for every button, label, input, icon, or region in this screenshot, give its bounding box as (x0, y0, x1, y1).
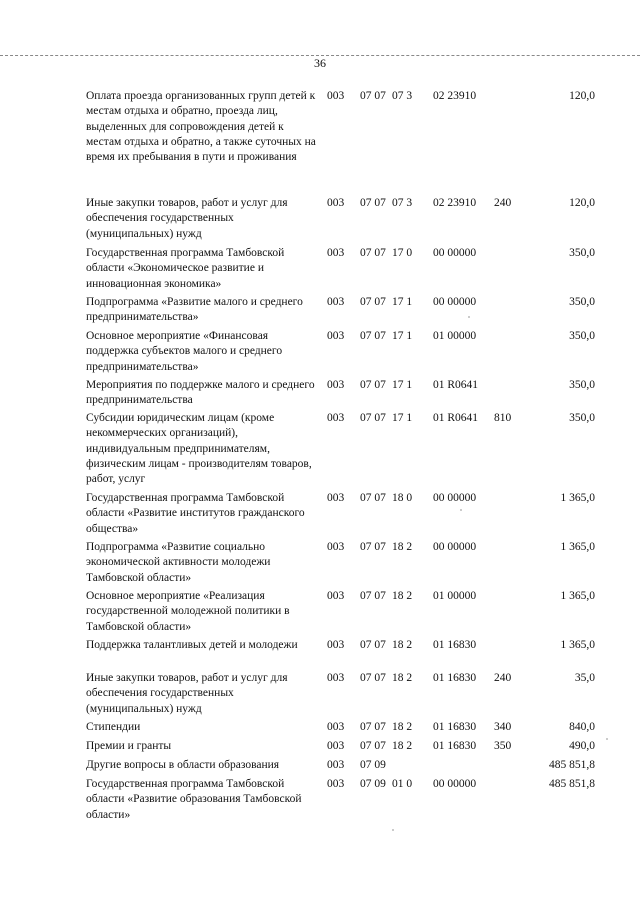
row-program-code: 01 0 (392, 778, 413, 790)
row-direction-code: 01 16830 (433, 721, 477, 733)
row-section-code: 07 09 (360, 759, 386, 771)
row-amount: 1 365,0 (560, 590, 595, 602)
row-admin-code: 003 (327, 639, 345, 651)
row-admin-code: 003 (327, 590, 345, 602)
row-section-code: 07 07 (360, 492, 386, 504)
row-program-code: 07 3 (392, 90, 413, 102)
row-name: Подпрограмма «Развитие малого и среднего предпринимательства» (86, 296, 303, 324)
row-direction-code: 00 00000 (433, 492, 477, 504)
row-name: Государственная программа Тамбовской области «Экономическое развитие и инновационная экономика» (86, 247, 285, 290)
row-section-code: 07 07 (360, 721, 386, 733)
row-admin-code: 003 (327, 541, 345, 553)
row-name: Стипендии (86, 721, 141, 733)
row-name: Оплата проезда организованных групп детей к местам отдыха и обратно, проезда лиц, выделенных для сопровождения детей к местам отдыха и обратно, а также суточных на время их пребывания в пути и проживания (86, 90, 316, 164)
row-amount: 490,0 (569, 740, 595, 752)
row-direction-code: 01 R0641 (433, 412, 479, 424)
row-amount: 350,0 (569, 296, 595, 308)
row-section-code: 07 07 (360, 412, 386, 424)
row-admin-code: 003 (327, 330, 345, 342)
row-amount: 350,0 (569, 379, 595, 391)
row-program-code: 18 0 (392, 492, 413, 504)
row-amount: 1 365,0 (560, 639, 595, 651)
row-amount: 485 851,8 (549, 759, 595, 771)
row-amount: 350,0 (569, 330, 595, 342)
row-admin-code: 003 (327, 740, 345, 752)
row-direction-code: 01 16830 (433, 740, 477, 752)
row-admin-code: 003 (327, 492, 345, 504)
row-admin-code: 003 (327, 197, 345, 209)
row-program-code: 17 0 (392, 247, 413, 259)
row-admin-code: 003 (327, 296, 345, 308)
row-admin-code: 003 (327, 672, 345, 684)
row-section-code: 07 07 (360, 541, 386, 553)
row-section-code: 07 07 (360, 639, 386, 651)
row-section-code: 07 07 (360, 197, 386, 209)
row-section-code: 07 07 (360, 330, 386, 342)
row-program-code: 18 2 (392, 590, 413, 602)
row-amount: 1 365,0 (560, 541, 595, 553)
row-direction-code: 01 00000 (433, 590, 477, 602)
row-program-code: 18 2 (392, 721, 413, 733)
row-program-code: 17 1 (392, 412, 413, 424)
row-section-code: 07 07 (360, 590, 386, 602)
row-program-code: 18 2 (392, 639, 413, 651)
row-name: Основное мероприятие «Реализация государственной молодежной политики в Тамбовской области» (86, 590, 290, 633)
row-name: Мероприятия по поддержке малого и среднего предпринимательства (86, 379, 315, 407)
row-amount: 350,0 (569, 247, 595, 259)
row-section-code: 07 07 (360, 247, 386, 259)
row-section-code: 07 07 (360, 740, 386, 752)
row-admin-code: 003 (327, 721, 345, 733)
page-number: 36 (314, 56, 326, 70)
row-amount: 350,0 (569, 412, 595, 424)
row-name: Основное мероприятие «Финансовая поддержка субъектов малого и среднего предпринимательства» (86, 330, 283, 373)
row-direction-code: 01 R0641 (433, 379, 479, 391)
row-name: Премии и гранты (86, 740, 172, 752)
row-name: Другие вопросы в области образования (86, 759, 280, 771)
row-admin-code: 003 (327, 247, 345, 259)
row-name: Государственная программа Тамбовской области «Развитие институтов гражданского общества» (86, 492, 305, 535)
row-admin-code: 003 (327, 412, 345, 424)
row-direction-code: 00 00000 (433, 778, 477, 790)
row-section-code: 07 07 (360, 672, 386, 684)
row-program-code: 18 2 (392, 541, 413, 553)
row-direction-code: 02 23910 (433, 197, 477, 209)
row-program-code: 07 3 (392, 197, 413, 209)
row-admin-code: 003 (327, 90, 345, 102)
row-expense-type: 240 (494, 672, 512, 684)
scan-speck (392, 829, 394, 831)
row-expense-type: 240 (494, 197, 512, 209)
row-section-code: 07 07 (360, 90, 386, 102)
row-section-code: 07 09 (360, 778, 386, 790)
row-amount: 1 365,0 (560, 492, 595, 504)
row-program-code: 17 1 (392, 330, 413, 342)
row-direction-code: 01 16830 (433, 672, 477, 684)
row-program-code: 17 1 (392, 296, 413, 308)
row-admin-code: 003 (327, 759, 345, 771)
row-section-code: 07 07 (360, 296, 386, 308)
row-program-code: 18 2 (392, 672, 413, 684)
row-amount: 840,0 (569, 721, 595, 733)
row-amount: 485 851,8 (549, 778, 595, 790)
row-direction-code: 02 23910 (433, 90, 477, 102)
row-amount: 35,0 (574, 672, 595, 684)
row-program-code: 18 2 (392, 740, 413, 752)
row-amount: 120,0 (569, 197, 595, 209)
row-expense-type: 350 (494, 740, 512, 752)
row-admin-code: 003 (327, 379, 345, 391)
row-amount: 120,0 (569, 90, 595, 102)
row-expense-type: 340 (494, 721, 512, 733)
row-name: Субсидии юридическим лицам (кроме некоммерческих организаций), индивидуальным предпринимателям, физическим лицам - производителям товаров, работ, услуг (86, 412, 312, 486)
row-program-code: 17 1 (392, 379, 413, 391)
scan-speck (460, 509, 462, 511)
row-name: Государственная программа Тамбовской области «Развитие образования Тамбовской области» (86, 778, 302, 821)
row-name: Поддержка талантливых детей и молодежи (86, 639, 298, 651)
scan-speck (468, 316, 470, 318)
row-direction-code: 01 16830 (433, 639, 477, 651)
row-name: Подпрограмма «Развитие социально экономической активности молодежи Тамбовской области» (86, 541, 271, 584)
row-name: Иные закупки товаров, работ и услуг для обеспечения государственных (муниципальных) нужд (86, 672, 288, 715)
row-name: Иные закупки товаров, работ и услуг для обеспечения государственных (муниципальных) нужд (86, 197, 288, 240)
scan-speck (606, 738, 608, 740)
row-direction-code: 00 00000 (433, 296, 477, 308)
row-admin-code: 003 (327, 778, 345, 790)
row-expense-type: 810 (494, 412, 512, 424)
row-direction-code: 00 00000 (433, 541, 477, 553)
row-section-code: 07 07 (360, 379, 386, 391)
row-direction-code: 01 00000 (433, 330, 477, 342)
row-direction-code: 00 00000 (433, 247, 477, 259)
